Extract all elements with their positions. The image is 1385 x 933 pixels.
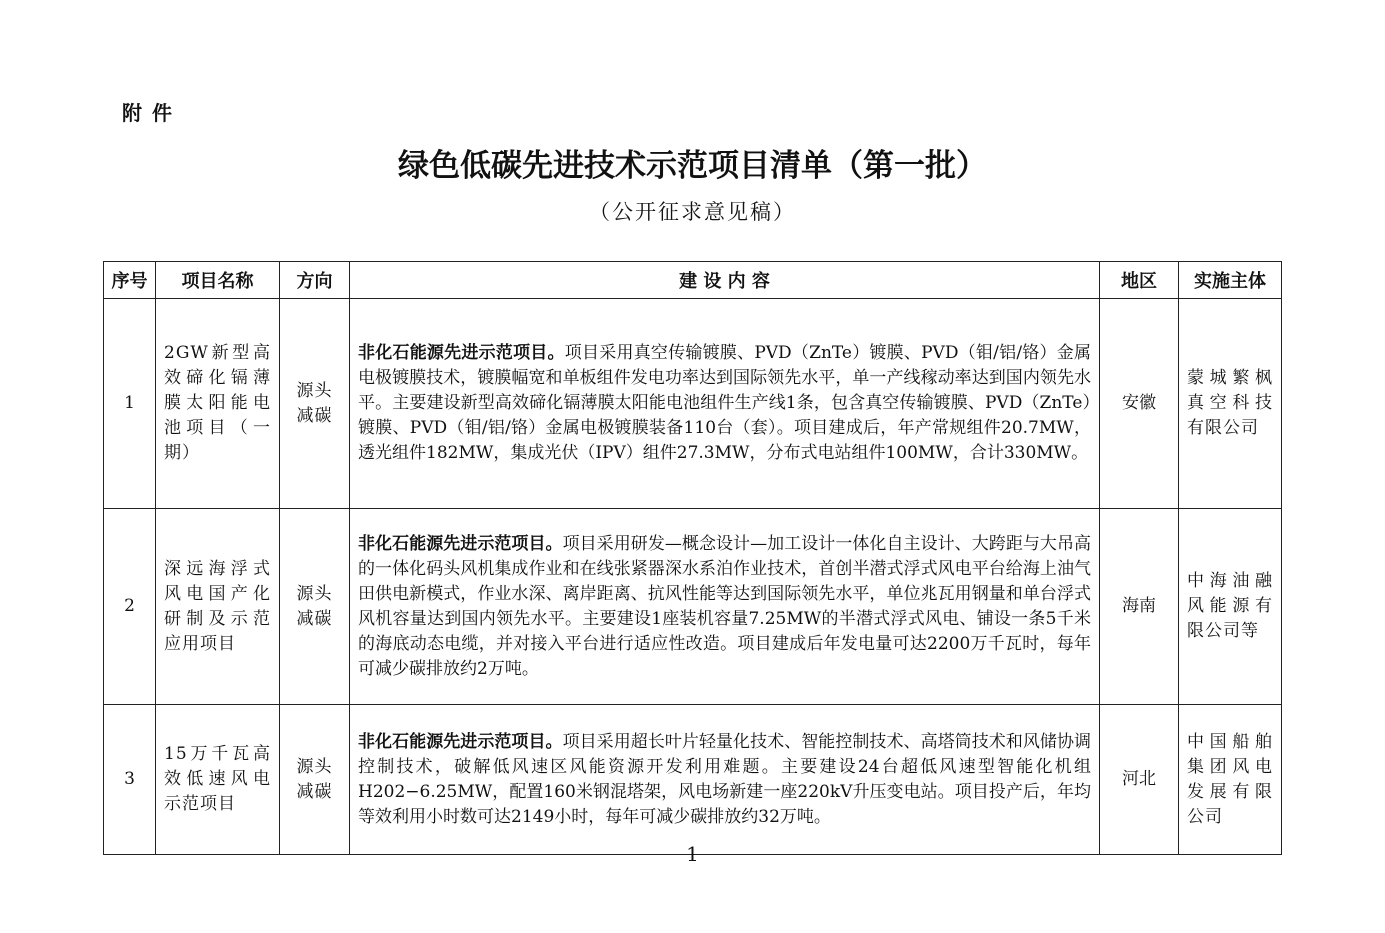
page-number: 1 — [686, 842, 699, 866]
header-direction: 方向 — [280, 262, 350, 299]
document-subtitle: （公开征求意见稿） — [589, 200, 796, 224]
row-content — [350, 705, 1100, 855]
row-implementer: 中海油融风能源有限公司等 — [1179, 509, 1282, 705]
row-project-name: 深远海浮式风电国产化研制及示范应用项目 — [156, 509, 280, 705]
table-header-row — [104, 262, 1282, 299]
row-content-text: 项目采用真空传输镀膜、PVD（ZnTe）镀膜、PVD（钼/铝/铬）金属电极镀膜技术，镀膜幅宽和单板组件发电功率达到国际领先水平，单一产线稼动率达到国内领先水平。主要建设新型高效碲化镉薄膜太阳能电池组件生产线1条，包含真空传输镀膜、PVD（ZnTe）镀膜、PVD（钼/铝/铬）金属电极镀膜装备110台（套）。项目建成后，年产常规组件20.7MW，透光组件182MW，集成光伏（IPV）组件27.3MW，分布式电站组件100MW，合计330MW。 — [358, 343, 1091, 463]
row-content-lead: 非化石能源先进示范项目。 — [358, 343, 565, 363]
row-seq: 2 — [104, 509, 156, 705]
row-implementer: 中国船舶集团风电发展有限公司 — [1179, 705, 1282, 855]
row-project-name: 2GW新型高效碲化镉薄膜太阳能电池项目（一期） — [156, 299, 280, 509]
row-content-lead: 非化石能源先进示范项目。 — [358, 533, 563, 554]
row-seq: 1 — [104, 299, 156, 509]
row-direction: 源头减碳 — [280, 705, 350, 855]
row-region: 海南 — [1100, 509, 1179, 705]
row-content-text: 项目采用研发—概念设计—加工设计一体化自主设计、大跨距与大吊高的一体化码头风机集成作业和在线张紧器深水系泊作业技术，首创半潜式浮式风电平台给海上油气田供电新模式，作业水深、离岸距离、抗风性能等达到国际领先水平，单位兆瓦用钢量和单台浮式风机容量达到国内领先水平。主要建设1座装机容量7.25MW的半潜式浮式风电、铺设一条5千米的海底动态电缆，并对接入平台进行适应性改造。项目建成后年发电量可达2200万千瓦时，每年可减少碳排放约2万吨。 — [358, 533, 1092, 679]
header-implementer: 实施主体 — [1179, 262, 1282, 299]
table-row — [104, 509, 1282, 705]
header-seq: 序号 — [104, 262, 156, 299]
header-region: 地区 — [1100, 262, 1179, 299]
row-content — [350, 299, 1100, 509]
row-content-text: 项目采用超长叶片轻量化技术、智能控制技术、高塔筒技术和风储协调控制技术，破解低风速区风能资源开发利用难题。主要建设24台超低风速型智能化机组H202−6.25MW，配置160米钢混塔架，风电场新建一座220kV升压变电站。项目投产后，年均等效利用小时数可达2149小时，每年可减少碳排放约32万吨。 — [358, 731, 1092, 827]
row-region: 安徽 — [1100, 299, 1179, 509]
document-title: 绿色低碳先进技术示范项目清单（第一批） — [398, 148, 987, 184]
row-project-name: 15万千瓦高效低速风电示范项目 — [156, 705, 280, 855]
row-region: 河北 — [1100, 705, 1179, 855]
table-row — [104, 299, 1282, 509]
header-content: 建 设 内 容 — [350, 262, 1100, 299]
row-seq: 3 — [104, 705, 156, 855]
project-table — [103, 261, 1282, 855]
header-project-name: 项目名称 — [156, 262, 280, 299]
row-direction: 源头减碳 — [280, 509, 350, 705]
attachment-label: 附件 — [122, 101, 182, 125]
row-implementer: 蒙城繁枫真空科技有限公司 — [1179, 299, 1282, 509]
table-row — [104, 705, 1282, 855]
row-content-lead: 非化石能源先进示范项目。 — [358, 731, 563, 752]
row-content — [350, 509, 1100, 705]
row-direction: 源头减碳 — [280, 299, 350, 509]
